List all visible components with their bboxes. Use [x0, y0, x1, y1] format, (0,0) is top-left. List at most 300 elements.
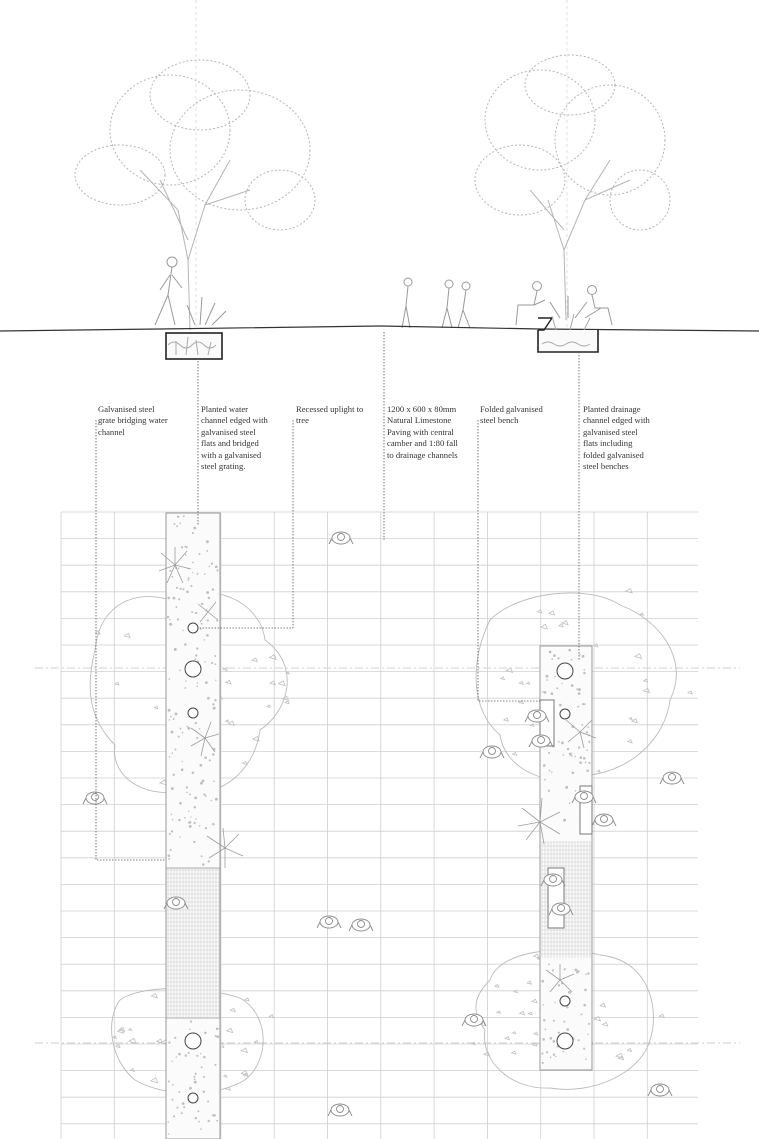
leaf-fragment: [285, 701, 289, 704]
gravel-dot: [215, 680, 216, 681]
leaf-fragment: [549, 611, 555, 615]
gravel-dot: [197, 573, 199, 575]
gravel-dot: [550, 1057, 552, 1059]
gravel-dot: [206, 634, 209, 637]
gravel-dot: [206, 550, 208, 552]
gravel-dot: [200, 1053, 201, 1054]
leaf-fragment: [129, 1029, 132, 1031]
gravel-dot: [582, 703, 584, 705]
leaf-fragment: [597, 770, 600, 772]
water-channel-plan: [159, 513, 243, 1139]
gravel-dot: [182, 732, 184, 734]
gravel-dot: [190, 816, 191, 817]
gravel-dot: [205, 827, 207, 829]
gravel-dot: [181, 1112, 183, 1114]
gravel-dot: [207, 697, 210, 700]
gravel-dot: [561, 742, 564, 745]
gravel-dot: [178, 736, 180, 738]
person-plan-view: [83, 792, 107, 804]
leaf-fragment: [628, 740, 632, 743]
gravel-dot: [557, 657, 559, 659]
gravel-dot: [203, 1076, 205, 1078]
gravel-dot: [553, 1053, 555, 1055]
gravel-dot: [189, 1029, 191, 1031]
leaf-fragment: [688, 691, 692, 694]
gravel-dot: [208, 597, 210, 599]
leaf-fragment: [643, 688, 649, 692]
leaf-fragment: [559, 624, 563, 627]
gravel-dot: [212, 703, 214, 705]
gravel-dot: [171, 731, 174, 734]
gravel-dot: [578, 1039, 580, 1041]
gravel-dot: [215, 663, 217, 665]
uplight-2: [185, 661, 201, 677]
gravel-dot: [577, 706, 579, 708]
gravel-dot: [207, 1100, 209, 1102]
gravel-dot: [553, 654, 556, 657]
uplight-1: [188, 623, 198, 633]
gravel-dot: [197, 682, 198, 683]
leaf-fragment: [534, 1032, 538, 1035]
gravel-dot: [548, 790, 550, 792]
gravel-dot: [558, 741, 560, 743]
leaf-fragment: [534, 954, 539, 958]
leaf-fragment: [224, 1075, 227, 1077]
gravel-dot: [578, 746, 580, 748]
gravel-dot: [568, 991, 571, 994]
gravel-dot: [563, 754, 565, 756]
gravel-dot: [170, 849, 172, 851]
gravel-dot: [193, 527, 196, 530]
leaf-fragment: [562, 620, 568, 624]
gravel-dot: [190, 585, 192, 587]
gravel-dot: [215, 1035, 217, 1037]
leaf-fragment: [497, 1011, 500, 1013]
gravel-dot: [185, 1054, 187, 1056]
gravel-dot: [574, 756, 576, 758]
gravel-dot: [212, 823, 214, 825]
leaf-fragment: [129, 1038, 136, 1043]
gravel-dot: [569, 752, 572, 755]
gravel-dot: [542, 691, 544, 693]
gravel-dot: [553, 1040, 556, 1043]
gravel-dot: [204, 1032, 206, 1034]
gravel-dot: [174, 648, 177, 651]
gravel-dot: [542, 1038, 545, 1041]
gravel-dot: [583, 669, 585, 671]
person-plan-view: [329, 532, 353, 544]
gravel-dot: [549, 770, 551, 772]
gravel-dot: [172, 1084, 174, 1086]
gravel-dot: [200, 782, 203, 785]
leaf-fragment: [227, 1028, 233, 1032]
gravel-dot: [194, 1078, 196, 1080]
gravel-dot: [179, 670, 181, 672]
gravel-dot: [192, 562, 194, 564]
leaf-fragment: [124, 634, 130, 638]
gravel-dot: [542, 1062, 544, 1064]
leaf-fragment: [600, 1003, 605, 1007]
gravel-dot: [194, 822, 196, 824]
gravel-dot: [187, 727, 190, 730]
gravel-dot: [550, 1037, 553, 1040]
gravel-dot: [171, 787, 174, 790]
gravel-dot: [211, 563, 213, 565]
gravel-dot: [583, 672, 585, 674]
gravel-dot: [579, 654, 580, 655]
gravel-dot: [214, 1064, 216, 1066]
gravel-dot: [585, 762, 587, 764]
gravel-dot: [581, 724, 583, 726]
gravel-dot: [168, 678, 170, 680]
gravel-dot: [186, 792, 188, 794]
gravel-dot: [189, 825, 192, 828]
gravel-dot: [587, 972, 589, 974]
gravel-dot: [554, 676, 556, 678]
uplight-4: [185, 1033, 201, 1049]
gravel-dot: [182, 630, 183, 631]
gravel-dot: [546, 1051, 548, 1053]
leaf-fragment: [512, 752, 516, 755]
leaf-fragment: [154, 706, 158, 709]
gravel-dot: [196, 1055, 198, 1057]
section-tree-left: [75, 60, 315, 330]
gravel-dot: [181, 768, 184, 771]
gravel-dot: [199, 728, 201, 730]
gravel-dot: [586, 769, 589, 772]
gravel-dot: [544, 691, 547, 694]
leaf-fragment: [602, 1022, 607, 1026]
gravel-dot: [169, 719, 170, 720]
gravel-dot: [541, 1053, 543, 1055]
gravel-dot: [178, 598, 180, 600]
gravel-dot: [185, 554, 187, 556]
gravel-dot: [175, 713, 178, 716]
gravel-dot: [201, 1066, 203, 1068]
leaf-fragment: [541, 624, 547, 629]
uplight-9: [557, 1033, 573, 1049]
gravel-dot: [192, 572, 193, 573]
gravel-dot: [551, 771, 552, 772]
gravel-dot: [558, 984, 560, 986]
leaf-fragment: [241, 1048, 247, 1052]
leaf-fragment: [528, 1012, 532, 1015]
uplight-3: [188, 708, 198, 718]
gravel-dot: [195, 654, 197, 656]
gravel-dot: [571, 684, 574, 687]
gravel-dot: [584, 703, 586, 705]
gravel-dot: [194, 1081, 197, 1084]
gravel-dot: [214, 699, 216, 701]
gravel-dot: [566, 1028, 569, 1031]
gravel-dot: [174, 749, 176, 751]
gravel-dot: [552, 969, 554, 971]
leaf-fragment: [269, 655, 276, 660]
gravel-dot: [187, 579, 189, 581]
gravel-dot: [215, 566, 218, 569]
leaf-fragment: [495, 985, 499, 988]
leaf-fragment: [253, 736, 259, 740]
gravel-dot: [586, 749, 588, 751]
gravel-dot: [173, 597, 176, 600]
gravel-dot: [175, 606, 177, 608]
gravel-dot: [583, 1004, 586, 1007]
gravel-dot: [204, 639, 206, 641]
gravel-dot: [188, 811, 189, 812]
gravel-dot: [203, 1056, 206, 1059]
gravel-dot: [176, 1056, 177, 1057]
gravel-dot: [543, 1019, 545, 1021]
gravel-dot: [169, 833, 171, 835]
gravel-dot: [212, 753, 215, 756]
gravel-dot: [585, 973, 587, 975]
gravel-dot: [572, 771, 575, 774]
gravel-dot: [179, 836, 180, 837]
gravel-dot: [588, 741, 590, 743]
person-plan-view: [648, 1084, 672, 1096]
gravel-dot: [195, 1073, 197, 1075]
gravel-dot: [543, 1004, 544, 1005]
gravel-dot: [213, 707, 216, 710]
gravel-dot: [570, 659, 572, 661]
gravel-dot: [216, 1120, 218, 1122]
gravel-dot: [583, 757, 586, 760]
leaf-fragment: [501, 677, 505, 680]
gravel-dot: [578, 688, 581, 691]
gravel-dot: [556, 687, 558, 689]
gravel-dot: [192, 532, 194, 534]
gravel-dot: [586, 731, 588, 733]
gravel-dot: [588, 762, 590, 764]
gravel-dot: [190, 1020, 192, 1022]
gravel-dot: [186, 786, 188, 788]
gravel-dot: [551, 658, 553, 660]
gravel-dot: [185, 546, 187, 548]
gravel-dot: [189, 794, 191, 796]
leaf-fragment: [230, 1008, 235, 1012]
gravel-dot: [574, 969, 577, 972]
leaf-fragment: [504, 718, 509, 721]
gravel-dot: [201, 603, 204, 606]
gravel-dot: [581, 1013, 583, 1015]
gravel-dot: [580, 756, 583, 759]
water-channel-section: [166, 333, 222, 359]
gravel-dot: [171, 830, 173, 832]
gravel-dot: [185, 680, 187, 682]
gravel-dot: [201, 855, 203, 857]
gravel-dot: [193, 841, 195, 843]
gravel-dot: [564, 968, 566, 970]
gravel-dot: [558, 1032, 560, 1034]
gravel-dot: [577, 970, 580, 973]
leaf-fragment: [626, 588, 632, 592]
gravel-dot: [562, 1051, 564, 1053]
gravel-dot: [583, 1048, 585, 1050]
leaf-fragment: [116, 1045, 120, 1048]
gravel-dot: [168, 1081, 170, 1083]
gravel-dot: [184, 687, 186, 689]
leaf-fragment: [520, 1011, 525, 1014]
gravel-dot: [174, 1037, 176, 1039]
gravel-dot: [178, 1053, 181, 1056]
leaf-fragment: [115, 682, 119, 685]
person-plan-view: [328, 1104, 352, 1116]
gravel-dot: [566, 1006, 568, 1008]
leaf-fragment: [131, 1069, 135, 1072]
gravel-dot: [204, 756, 207, 759]
gravel-dot: [203, 793, 205, 795]
leaf-fragment: [640, 613, 643, 615]
uplight-6: [557, 663, 573, 679]
person-plan-view: [462, 1014, 486, 1026]
gravel-dot: [216, 569, 218, 571]
leaf-fragment: [644, 679, 648, 682]
gravel-dot: [171, 814, 173, 816]
leaf-fragment: [632, 719, 638, 723]
gravel-dot: [213, 780, 215, 782]
gravel-dot: [205, 795, 207, 797]
gravel-dot: [204, 661, 206, 663]
gravel-dot: [587, 1033, 589, 1035]
gravel-dot: [167, 616, 169, 618]
gravel-dot: [559, 704, 562, 707]
gravel-dot: [545, 1028, 547, 1030]
gravel-dot: [212, 588, 214, 590]
gravel-dot: [215, 798, 218, 801]
gravel-dot: [191, 611, 193, 613]
gravel-dot: [171, 1061, 173, 1063]
leaf-fragment: [242, 761, 247, 764]
gravel-dot: [188, 822, 190, 824]
gravel-dot: [576, 688, 578, 690]
gravel-dot: [181, 546, 183, 548]
gravel-dot: [579, 761, 582, 764]
person-plan-view: [660, 772, 684, 784]
gravel-dot: [168, 709, 171, 712]
gravel-dot: [544, 779, 546, 781]
person-plan-view: [349, 919, 373, 931]
gravel-dot: [578, 692, 581, 695]
gravel-dot: [180, 588, 182, 590]
gravel-dot: [199, 764, 202, 767]
gravel-dot: [214, 655, 216, 657]
gravel-dot: [189, 1087, 192, 1090]
uplight-5: [188, 1093, 198, 1103]
gravel-dot: [546, 679, 548, 681]
gravel-dot: [196, 737, 198, 739]
gravel-dot: [180, 728, 182, 730]
leaf-fragment: [278, 681, 285, 686]
gravel-dot: [169, 756, 171, 758]
gravel-dot: [168, 1042, 170, 1044]
gravel-dot: [167, 597, 170, 600]
leaf-fragment: [151, 994, 157, 998]
gravel-dot: [199, 825, 201, 827]
leaf-fragment: [245, 998, 250, 1001]
leaf-fragment: [226, 720, 229, 722]
gravel-dot: [195, 612, 197, 614]
leaf-fragment: [252, 658, 257, 662]
gravel-dot: [195, 818, 197, 820]
gravel-dot: [204, 573, 206, 575]
annotation-folded-bench: Folded galvanised steel bench: [480, 404, 543, 426]
gravel-dot: [178, 819, 180, 821]
gravel-dot: [548, 752, 550, 754]
gravel-dot: [582, 655, 585, 658]
gravel-dot: [548, 963, 550, 965]
gravel-dot: [199, 553, 201, 555]
gravel-dot: [584, 989, 587, 992]
gravel-dot: [178, 1091, 180, 1093]
gravel-dot: [182, 1102, 185, 1105]
gravel-dot: [195, 722, 197, 724]
gravel-dot: [176, 1106, 178, 1108]
leaf-fragment: [527, 682, 530, 684]
section-tree-right: [475, 55, 670, 320]
gravel-dot: [171, 624, 173, 626]
gravel-dot: [177, 516, 179, 518]
gravel-dot: [212, 1114, 214, 1116]
gravel-dot: [168, 858, 170, 860]
gravel-dot: [179, 802, 182, 805]
gravel-dot: [573, 1039, 574, 1040]
gravel-dot: [178, 568, 180, 570]
gravel-dot: [176, 587, 178, 589]
gravel-dot: [194, 658, 196, 660]
gravel-dot: [198, 1121, 200, 1123]
gravel-dot: [545, 675, 548, 678]
gravel-dot: [216, 1035, 219, 1038]
gravel-dot: [169, 619, 171, 621]
gravel-dot: [168, 854, 171, 857]
gravel-dot: [186, 590, 189, 593]
person-plan-view: [480, 746, 504, 758]
gravel-dot: [205, 681, 208, 684]
gravel-dot: [193, 1076, 195, 1078]
gravel-dot: [200, 1128, 202, 1130]
gravel-dot: [567, 748, 569, 750]
gravel-dot: [171, 576, 173, 578]
gravel-dot: [196, 686, 198, 688]
gravel-dot: [184, 643, 187, 646]
gravel-dot: [174, 523, 176, 525]
gravel-dot: [208, 1120, 210, 1122]
gravel-dot: [172, 819, 173, 820]
gravel-dot: [202, 780, 205, 783]
leaf-fragment: [512, 1051, 516, 1054]
gravel-dot: [183, 1106, 185, 1108]
gravel-dot: [179, 523, 181, 525]
section-view: [0, 0, 759, 359]
annotation-planted-water-channel: Planted water channel edged with galvanised steel flats and bridged with a galvanised steel grating.: [201, 404, 268, 472]
gravel-dot: [203, 1091, 205, 1093]
gravel-dot: [211, 662, 213, 664]
leaf-fragment: [627, 1048, 631, 1051]
leaf-fragment: [532, 999, 537, 1003]
gravel-dot: [197, 1110, 199, 1112]
gravel-dot: [208, 860, 210, 862]
gravel-dot: [561, 683, 562, 684]
person-plan-view: [317, 916, 341, 928]
leader-grate: [96, 420, 166, 860]
gravel-dot: [188, 577, 190, 579]
drainage-channel-bench-section: [538, 314, 598, 352]
gravel-dot: [543, 764, 546, 767]
gravel-dot: [207, 619, 209, 621]
leaf-fragment: [519, 681, 523, 684]
leaf-fragment: [226, 1087, 230, 1090]
gravel-dot: [563, 819, 566, 822]
